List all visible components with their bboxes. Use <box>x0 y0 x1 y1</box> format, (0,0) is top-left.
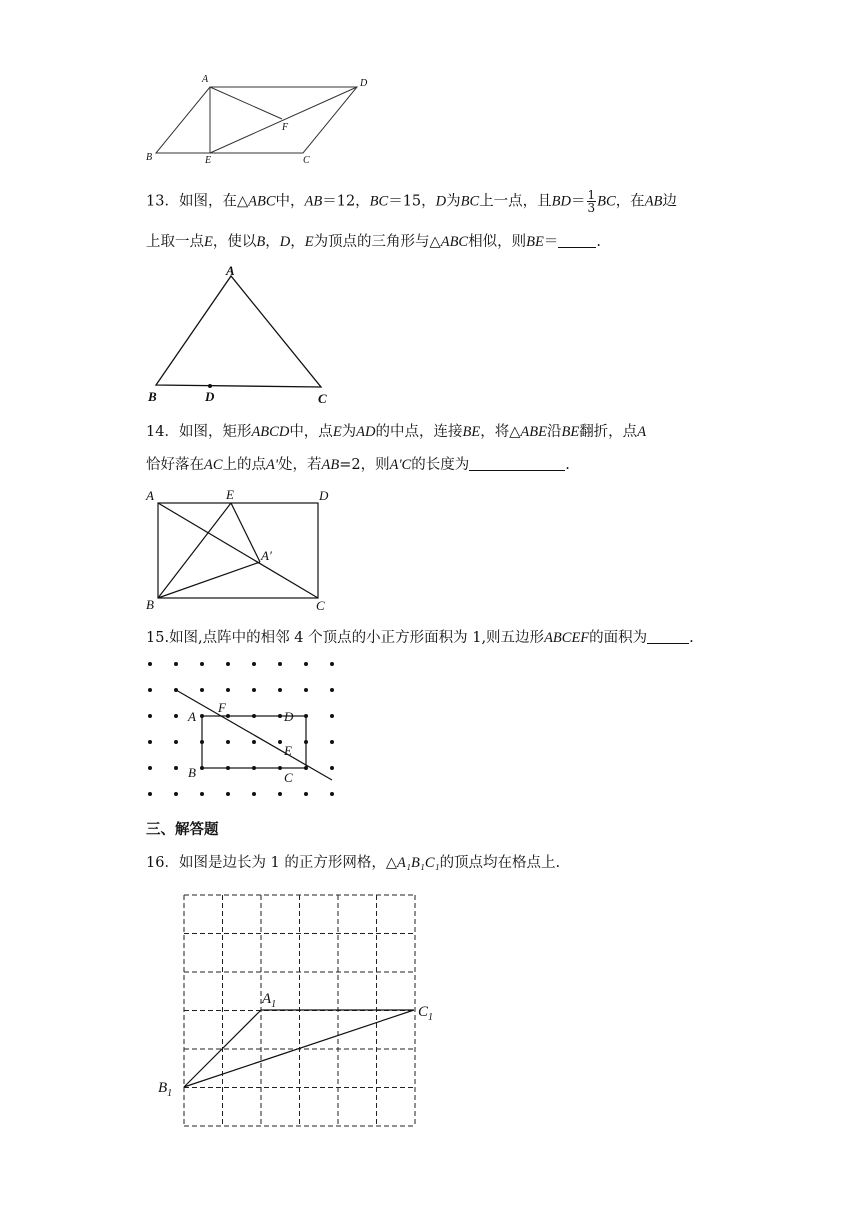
question-13-line-1: 13．如图，在△ABC中，AB＝12，BC＝15，D为BC上一点，且BD＝ $\frac{1}{3}$ BC，在AB边 <box>146 188 677 215</box>
lattice-dot <box>330 714 334 718</box>
figure-12-parallelogram <box>156 87 357 153</box>
answer-blank-14 <box>469 456 565 471</box>
fig14-label-c: C <box>316 598 325 613</box>
lattice-dot <box>148 766 152 770</box>
lattice-dot <box>174 662 178 666</box>
triangle-abc <box>156 276 321 387</box>
lattice-dot <box>278 740 282 744</box>
lattice-dot <box>148 740 152 744</box>
lattice-dot <box>200 688 204 692</box>
fig13-label-a: A <box>226 263 235 278</box>
lattice-dot <box>226 740 230 744</box>
point-d <box>208 384 212 388</box>
lattice-dot <box>148 714 152 718</box>
lattice-dot <box>330 766 334 770</box>
lattice-dot <box>278 688 282 692</box>
lattice-dot <box>174 792 178 796</box>
fig15-label-d: D <box>284 709 294 724</box>
question-13-line-2: 上取一点E，使以B，D，E为顶点的三角形与△ABC相似，则BE＝ . <box>146 234 601 250</box>
fig16-label-b1: $B_1$ <box>158 1080 173 1099</box>
fig12-label-c: C <box>303 155 310 166</box>
lattice-dot <box>148 792 152 796</box>
lattice-dot <box>304 688 308 692</box>
lattice-dot <box>278 792 282 796</box>
fig15-label-c: C <box>284 770 293 785</box>
fig14-label-b: B <box>146 597 154 612</box>
lattice-dot <box>174 714 178 718</box>
figure-14-rectangle <box>158 503 318 598</box>
fig15-label-f: F <box>218 700 226 715</box>
fig15-label-a: A <box>188 709 196 724</box>
segment-ea-prime <box>231 503 260 562</box>
section-heading-answer-questions: 三、解答题 <box>146 822 219 838</box>
fig12-label-b: B <box>146 152 153 163</box>
question-16: 16．如图是边长为 1 的正方形网格，△A₁B₁C₁的顶点均在格点上. <box>146 855 561 871</box>
fig14-label-a-prime: A′ <box>261 548 272 563</box>
lattice-dot <box>252 740 256 744</box>
fig16-label-a1: $A_1$ <box>262 991 277 1010</box>
fig13-label-d: D <box>205 389 215 404</box>
fig12-label-f: F <box>282 122 289 133</box>
parallelogram-abcd <box>156 87 357 153</box>
lattice-dot <box>174 740 178 744</box>
lattice-dot <box>330 662 334 666</box>
fig16-label-c1: $C_1$ <box>418 1004 434 1023</box>
lattice-dot <box>252 792 256 796</box>
fig14-label-a: A <box>146 488 154 503</box>
fig13-label-b: B <box>148 389 157 404</box>
lattice-dot <box>330 792 334 796</box>
fig12-label-d: D <box>360 78 368 89</box>
lattice-dot <box>330 688 334 692</box>
question-14-line-2: 恰好落在AC上的点A'处，若AB=2，则A'C的长度为 . <box>146 457 570 473</box>
lattice-dot <box>226 688 230 692</box>
question-14-line-1: 14．如图，矩形ABCD中，点E为AD的中点，连接BE，将△ABE沿BE翻折，点A <box>146 424 647 440</box>
answer-blank-13 <box>558 233 596 248</box>
fraction-one-third: $\frac{1}{3}$ <box>587 188 596 215</box>
figure-13-triangle <box>156 276 321 387</box>
lattice-dot <box>252 662 256 666</box>
fig14-label-e: E <box>226 487 234 502</box>
segment-af <box>210 87 282 119</box>
lattice-dot <box>226 662 230 666</box>
fig12-label-a: A <box>202 74 209 85</box>
fig15-label-b: B <box>188 765 196 780</box>
fig15-label-e: E <box>284 743 292 758</box>
fig12-label-e: E <box>205 155 212 166</box>
lattice-dot <box>278 662 282 666</box>
lattice-dot <box>148 662 152 666</box>
lattice-dot <box>200 662 204 666</box>
answer-blank-15 <box>647 629 689 644</box>
segment-ba-prime <box>158 562 260 598</box>
fig13-label-c: C <box>318 391 327 406</box>
lattice-dot <box>252 688 256 692</box>
question-15: 15.如图,点阵中的相邻 4 个顶点的小正方形面积为 1,则五边形ABCEF的面积为 . <box>146 630 694 646</box>
lattice-dot <box>304 792 308 796</box>
lattice-dot <box>226 792 230 796</box>
fig14-label-d: D <box>319 488 329 503</box>
lattice-dot <box>304 662 308 666</box>
lattice-dot <box>330 740 334 744</box>
lattice-dot <box>174 766 178 770</box>
lattice-dot <box>200 792 204 796</box>
segment-be <box>158 503 231 598</box>
lattice-dot <box>148 688 152 692</box>
